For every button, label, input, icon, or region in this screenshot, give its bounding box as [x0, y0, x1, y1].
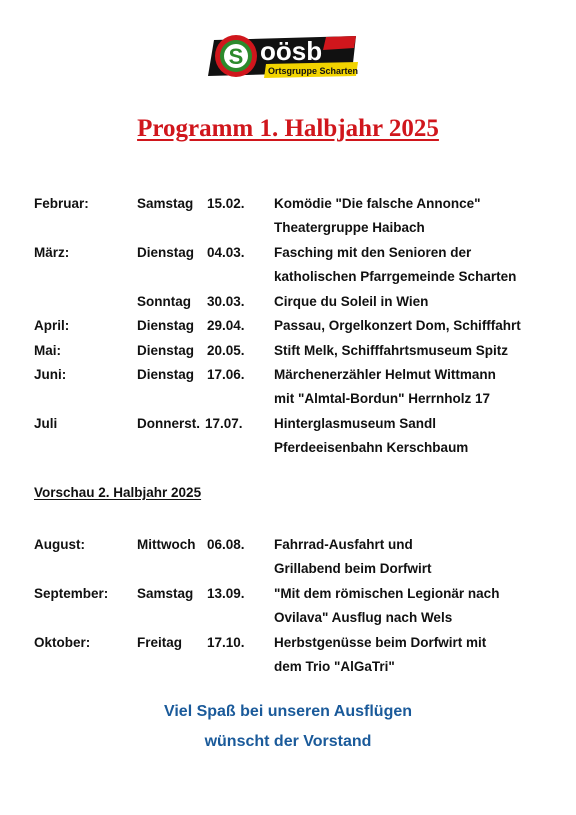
weekday: Freitag: [137, 635, 183, 650]
logo-tagline: Ortsgruppe Scharten: [268, 66, 359, 76]
month-label: Oktober:: [34, 635, 91, 650]
weekday: Dienstag: [137, 367, 195, 382]
closing-line: wünscht der Vorstand: [204, 733, 372, 750]
closing-line: Viel Spaß bei unseren Ausflügen: [163, 703, 413, 720]
event-line: Hinterglasmuseum Sandl: [274, 416, 437, 431]
event-line: Märchenerzähler Helmut Wittmann: [274, 367, 496, 382]
event-line: Stift Melk, Schifffahrtsmuseum Spitz: [274, 343, 509, 358]
event-line: mit "Almtal-Bordun" Herrnholz 17: [274, 391, 491, 406]
weekday: Dienstag: [137, 245, 195, 260]
date: 06.08.: [207, 537, 245, 552]
month-label: September:: [34, 586, 109, 601]
event-line: Cirque du Soleil in Wien: [274, 294, 429, 309]
date: 17.07.: [205, 416, 243, 431]
oosb-logo: [206, 30, 362, 82]
month-label: Juni:: [34, 367, 67, 382]
weekday: Mittwoch: [137, 537, 196, 552]
logo-brand: oösb: [260, 36, 323, 66]
date: 15.02.: [207, 196, 245, 211]
event-line: katholischen Pfarrgemeinde Scharten: [274, 269, 517, 284]
event-line: Herbstgenüsse beim Dorfwirt mit: [274, 635, 487, 650]
weekday: Samstag: [137, 586, 194, 601]
event-line: Grillabend beim Dorfwirt: [274, 561, 432, 576]
date: 29.04.: [207, 318, 245, 333]
date: 17.10.: [207, 635, 245, 650]
preview-heading: Vorschau 2. Halbjahr 2025: [34, 485, 202, 500]
month-label: Mai:: [34, 343, 61, 358]
month-label: März:: [34, 245, 70, 260]
date: 04.03.: [207, 245, 245, 260]
weekday: Dienstag: [137, 343, 195, 358]
weekday: Sonntag: [137, 294, 191, 309]
logo-letter: S: [228, 44, 244, 69]
event-line: Theatergruppe Haibach: [274, 220, 425, 235]
date: 30.03.: [207, 294, 245, 309]
month-label: Februar:: [34, 196, 89, 211]
date: 20.05.: [207, 343, 245, 358]
page-title: Programm 1. Halbjahr 2025: [137, 115, 439, 142]
event-line: "Mit dem römischen Legionär nach: [274, 586, 500, 601]
event-line: Passau, Orgelkonzert Dom, Schifffahrt: [274, 318, 521, 333]
month-label: April:: [34, 318, 70, 333]
event-line: Fasching mit den Senioren der: [274, 245, 472, 260]
weekday: Samstag: [137, 196, 194, 211]
event-line: dem Trio "AlGaTri": [274, 659, 395, 674]
weekday: Donnerst.: [137, 416, 201, 431]
event-line: Komödie "Die falsche Annonce": [274, 196, 481, 211]
date: 13.09.: [207, 586, 245, 601]
event-line: Ovilava" Ausflug nach Wels: [274, 610, 453, 625]
month-label: August:: [34, 537, 85, 552]
weekday: Dienstag: [137, 318, 195, 333]
date: 17.06.: [207, 367, 245, 382]
event-line: Pferdeeisenbahn Kerschbaum: [274, 440, 469, 455]
month-label: Juli: [34, 416, 58, 431]
event-line: Fahrrad-Ausfahrt und: [274, 537, 413, 552]
